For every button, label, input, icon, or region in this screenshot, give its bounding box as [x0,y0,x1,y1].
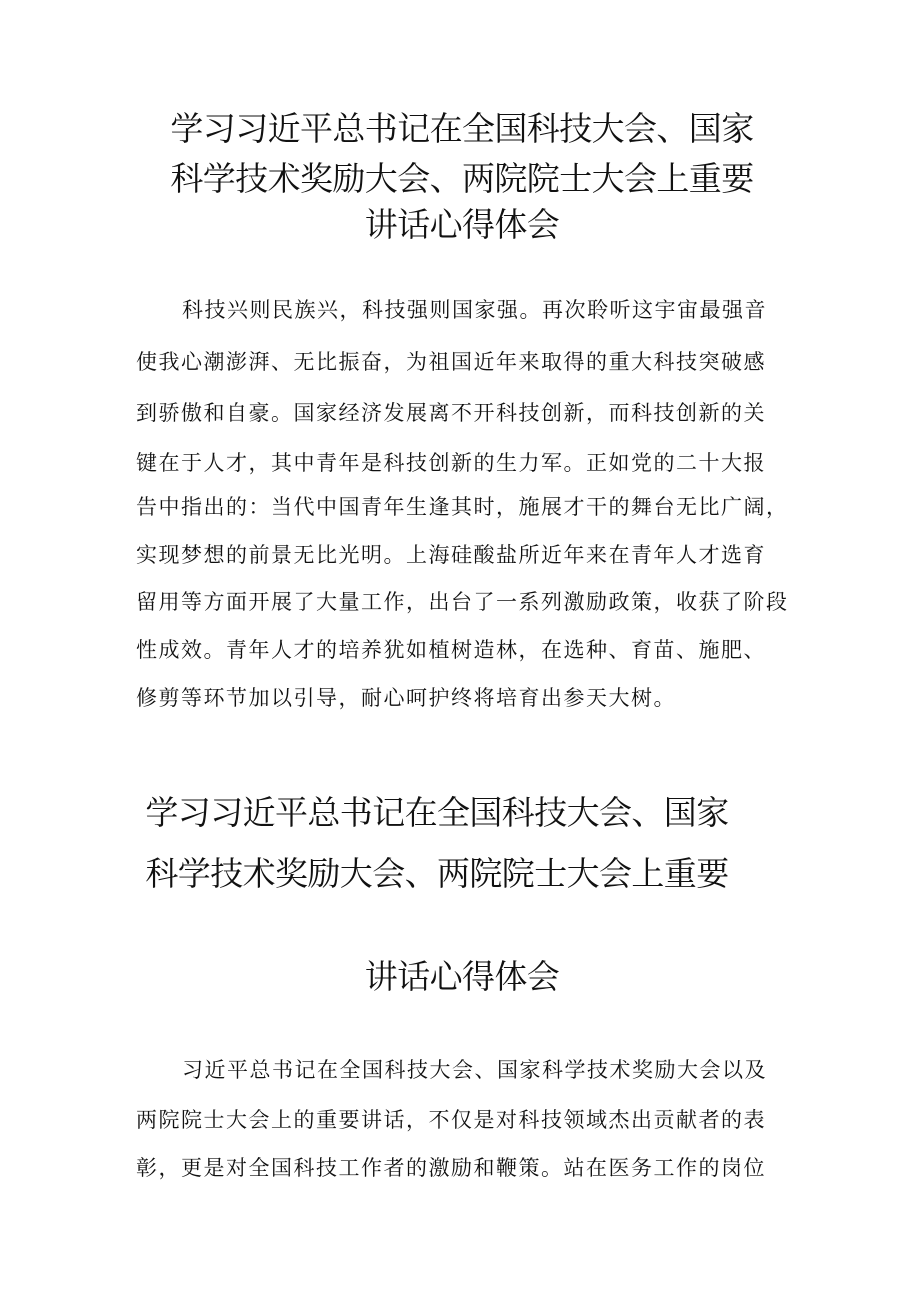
section1-title-line-3: 讲话心得体会 [364,205,560,244]
section1-paragraph-line: 实现梦想的前景无比光明。上海硅酸盐所近年来在青年人才选育 [136,543,766,567]
section1-paragraph-line: 键在于人才，其中青年是科技创新的生力军。正如党的二十大报 [136,451,766,475]
section2-title-line-3: 讲话心得体会 [364,957,560,996]
section2-title-line-2: 科学技术奖励大会、两院院士大会上重要 [145,854,729,893]
section1-title-line-2: 科学技术奖励大会、两院院士大会上重要 [170,159,754,198]
section1-paragraph-line: 留用等方面开展了大量工作，出台了一系列激励政策，收获了阶段 [136,590,789,614]
section1-paragraph-line: 性成效。青年人才的培养犹如植树造林，在选种、育苗、施肥、 [136,638,766,662]
section1-paragraph-line: 修剪等环节加以引导，耐心呵护终将培育出参天大树。 [136,686,676,710]
section1-paragraph-line: 告中指出的：当代中国青年生逢其时，施展才干的舞台无比广阔， [136,495,789,519]
section1-paragraph-line: 使我心潮澎湃、无比振奋，为祖国近年来取得的重大科技突破感 [136,350,766,374]
section2-paragraph-line: 彰，更是对全国科技工作者的激励和鞭策。站在医务工作的岗位 [136,1156,766,1180]
section1-paragraph-line: 科技兴则民族兴，科技强则国家强。再次聆听这宇宙最强音 [182,298,767,322]
section1-paragraph-line: 到骄傲和自豪。国家经济发展离不开科技创新，而科技创新的关 [136,401,766,425]
section2-paragraph-line: 两院院士大会上的重要讲话，不仅是对科技领域杰出贡献者的表 [136,1108,766,1132]
section2-paragraph-line: 习近平总书记在全国科技大会、国家科学技术奖励大会以及 [182,1058,767,1082]
section1-title-line-1: 学习习近平总书记在全国科技大会、国家 [170,109,754,148]
section2-title-line-1: 学习习近平总书记在全国科技大会、国家 [145,793,729,832]
